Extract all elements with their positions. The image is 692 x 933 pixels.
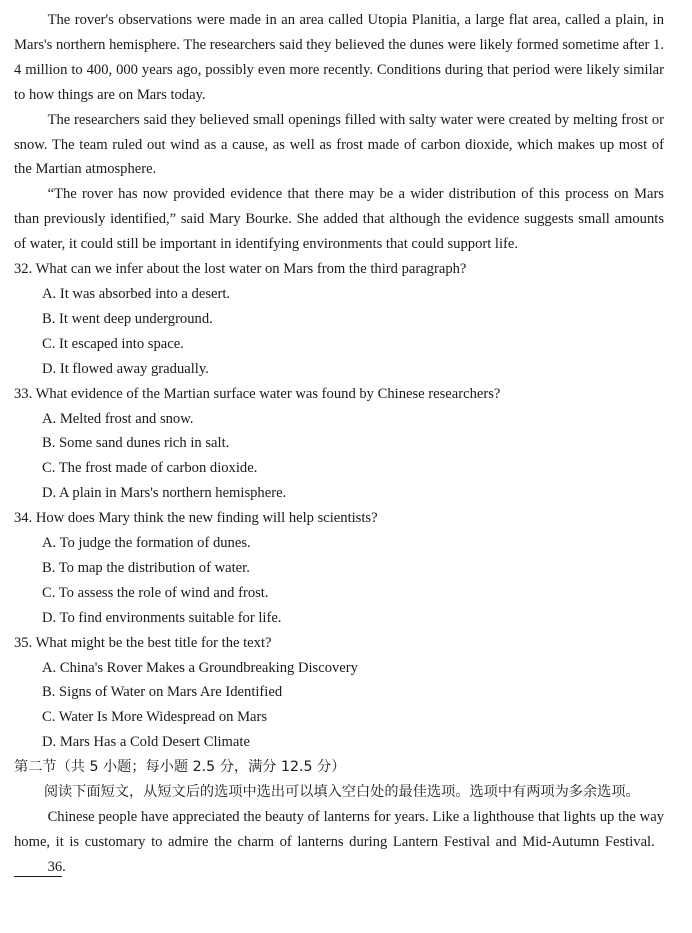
option-c: C. Water Is More Widespread on Mars xyxy=(42,709,268,726)
option-a: A. Melted frost and snow. xyxy=(42,410,194,427)
cloze-text: Chinese people have appreciated the beauty of lanterns for years. Like a lighthouse that lights up the way home, it is customary to admire the charm of lanterns during Lantern Festival and Mid-Autumn Festival. xyxy=(14,809,664,850)
cloze-paragraph xyxy=(14,805,664,880)
option-b: B. It went deep underground. xyxy=(42,310,213,327)
option-a: A. To judge the formation of dunes. xyxy=(42,535,251,552)
section-title: 第二节（共 5 小题；每小题 2.5 分，满分 12.5 分） xyxy=(14,759,346,776)
passage-paragraph-2: The researchers said they believed small openings filled with salty water were created by melting frost or snow. The team ruled out wind as a cause, as well as frost made of carbon dioxide, which makes up most of the Martian atmosphere. xyxy=(14,111,664,178)
option-d: D. A plain in Mars's northern hemisphere. xyxy=(42,485,287,502)
option-a: A. It was absorbed into a desert. xyxy=(42,285,231,302)
option-d: D. Mars Has a Cold Desert Climate xyxy=(42,734,250,751)
passage-paragraph-1: The rover's observations were made in an area called Utopia Planitia, a large flat area, called a plain, in Mars's northern hemisphere. The researchers said they believed the dunes were likely formed sometime after 1. 4 million to 400, 000 years ago, possibly even more recently. Conditions during that period were likely similar to how things are on Mars today. xyxy=(14,12,664,103)
answer-blank-36[interactable]: 36 xyxy=(14,858,62,877)
section-2 xyxy=(14,755,664,880)
option-c: C. It escaped into space. xyxy=(42,335,184,352)
reading-passage xyxy=(14,8,664,257)
option-b: B. Some sand dunes rich in salt. xyxy=(42,435,230,452)
question-stem: 33. What evidence of the Martian surface water was found by Chinese researchers? xyxy=(14,385,501,402)
option-d: D. To find environments suitable for life. xyxy=(42,609,282,626)
option-c: C. The frost made of carbon dioxide. xyxy=(42,460,258,477)
exam-page xyxy=(14,8,664,880)
question-stem: 34. How does Mary think the new finding will help scientists? xyxy=(14,510,378,527)
question-33 xyxy=(14,382,664,507)
question-32 xyxy=(14,257,664,382)
section-instruction: 阅读下面短文，从短文后的选项中选出可以填入空白处的最佳选项。选项中有两项为多余选项。 xyxy=(43,784,640,801)
option-c: C. To assess the role of wind and frost. xyxy=(42,584,269,601)
option-b: B. To map the distribution of water. xyxy=(42,559,250,576)
trailing-punctuation: . xyxy=(62,858,66,875)
question-35 xyxy=(14,631,664,756)
question-34 xyxy=(14,506,664,631)
question-stem: 35. What might be the best title for the text? xyxy=(14,634,272,651)
option-b: B. Signs of Water on Mars Are Identified xyxy=(42,684,283,701)
option-d: D. It flowed away gradually. xyxy=(42,360,209,377)
option-a: A. China's Rover Makes a Groundbreaking Discovery xyxy=(42,659,358,676)
passage-paragraph-3: “The rover has now provided evidence that there may be a wider distribution of this process on Mars than previously identified,” said Mary Bourke. She added that although the evidence suggests small amounts of water, it could still be important in identifying environments that could support life. xyxy=(14,186,664,253)
question-stem: 32. What can we infer about the lost water on Mars from the third paragraph? xyxy=(14,261,467,278)
